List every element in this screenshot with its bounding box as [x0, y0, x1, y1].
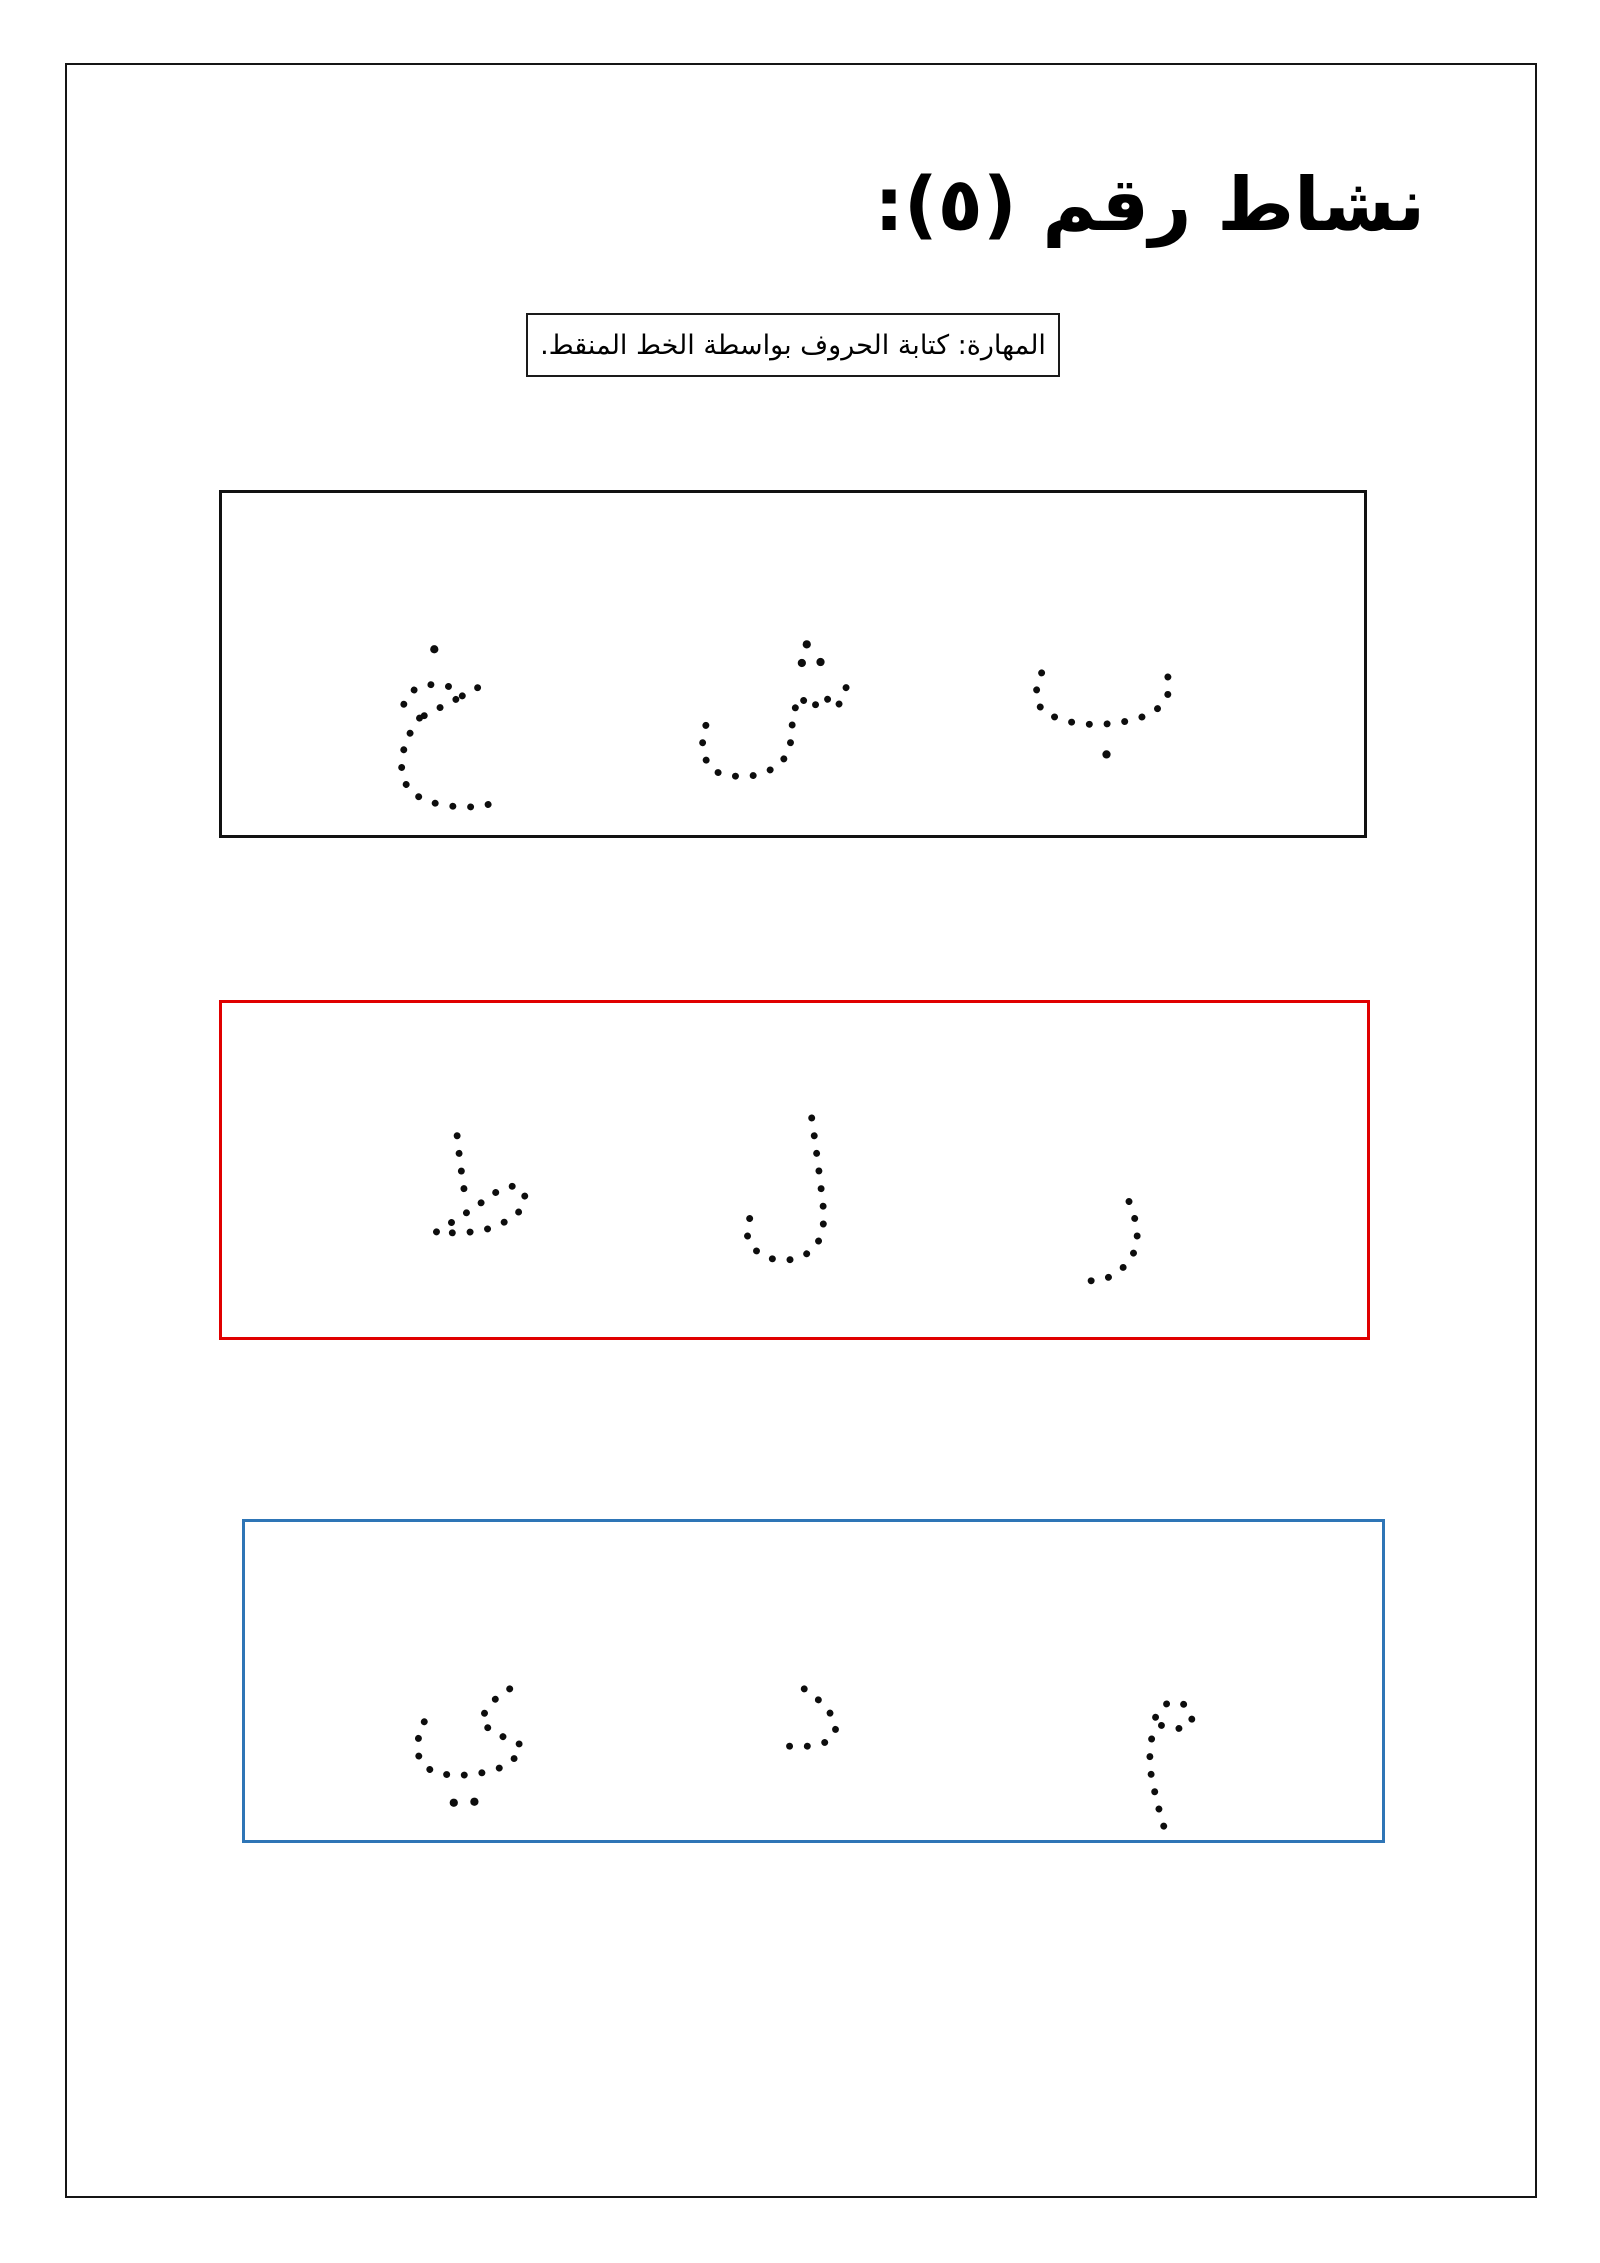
dotted-letter-ya [417, 1689, 521, 1807]
page-title: نشاط رقم (٥): [874, 161, 1425, 248]
dotted-letter-taa [436, 1125, 524, 1233]
dotted-letter-lam [747, 1118, 824, 1260]
skill-text: المهارة: كتابة الحروف بواسطة الخط المنقط. [540, 329, 1046, 361]
skill-box [526, 313, 1060, 377]
letter-dot-mark [816, 658, 824, 666]
dotted-letter-ba [1036, 670, 1169, 759]
letter-dot-mark [1102, 750, 1110, 758]
trace-box-black-canvas [222, 493, 1364, 835]
letter-dot-mark [450, 1799, 458, 1807]
dotted-letter-sheen [703, 640, 846, 776]
trace-box-red [219, 1000, 1370, 1340]
letter-dot-mark [798, 659, 806, 667]
dotted-letter-meem [1150, 1702, 1192, 1829]
letter-dot-mark [803, 640, 811, 648]
letter-dot-mark [470, 1798, 478, 1806]
trace-box-blue [242, 1519, 1385, 1843]
trace-box-black [219, 490, 1367, 838]
dotted-letter-ra [1074, 1201, 1137, 1280]
letter-dot-mark [430, 645, 438, 653]
dotted-letter-dal [787, 1689, 836, 1747]
dotted-letter-kha [402, 645, 494, 807]
trace-box-red-canvas [222, 1003, 1367, 1337]
trace-box-blue-canvas [245, 1522, 1382, 1840]
